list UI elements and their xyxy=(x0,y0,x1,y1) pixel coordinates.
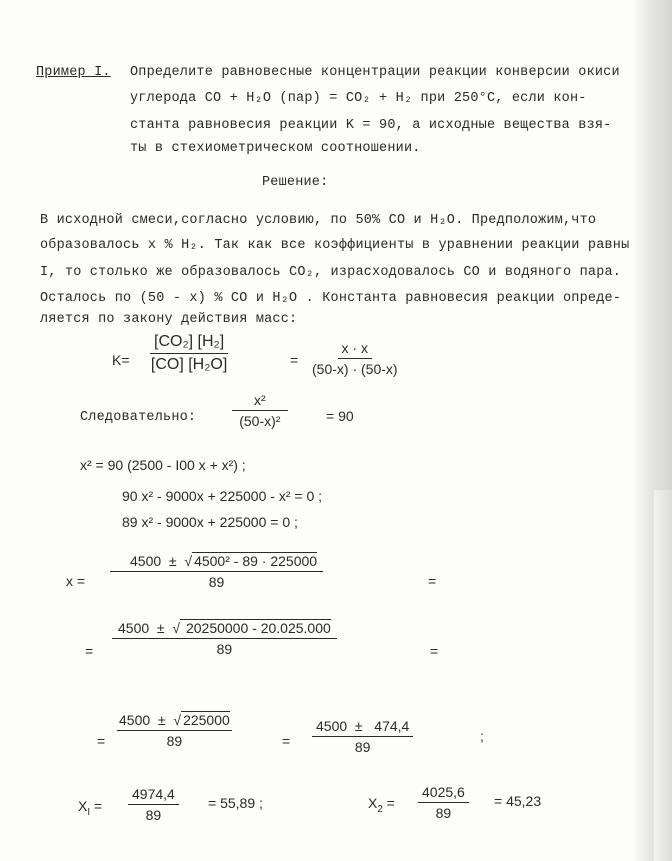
quad-denominator-2: 89 xyxy=(216,641,233,657)
page-edge-shadow-lower xyxy=(654,490,672,861)
ratio-numerator: x² xyxy=(232,392,288,411)
x2-numerator: 4025,6 xyxy=(418,784,469,803)
x2-denominator: 89 xyxy=(435,805,452,821)
rhs-numerator: x · x xyxy=(338,340,372,359)
equation-line-2: 90 x² - 9000x + 225000 - x² = 0 ; xyxy=(122,488,323,504)
quad-fraction-3 xyxy=(117,712,232,749)
quad-denominator-4: 89 xyxy=(354,739,371,755)
quad-fraction-1 xyxy=(110,553,323,590)
solution-line-2: образовалось x % H₂. Так как все коэффициенты в уравнении реакции равны xyxy=(40,238,630,253)
ratio-fraction xyxy=(232,392,288,429)
x2-subscript: 2 xyxy=(377,804,383,815)
equals-sign-2: = xyxy=(428,573,437,589)
equals-sign-6: = xyxy=(282,733,291,749)
problem-line-4: ты в стехиометрическом соотношении. xyxy=(130,141,421,156)
x2-label: $X_2$ = xyxy=(368,795,395,815)
example-label: Пример I. xyxy=(36,65,111,80)
quad-denominator-1: 89 xyxy=(208,574,225,590)
solution-line-5: ляется по закону действия масс: xyxy=(40,312,298,327)
equation-line-3: 89 x² - 9000x + 225000 = 0 ; xyxy=(122,514,298,530)
quad-fraction-2 xyxy=(112,620,337,657)
k-numerator: [CO₂] [H₂] xyxy=(150,333,228,354)
therefore-label: Следовательно: xyxy=(80,410,197,425)
x2-fraction xyxy=(418,784,469,821)
solution-line-3: I, то столько же образовалось CO₂, израсходовалось CO и водяного пара. xyxy=(40,265,622,280)
ratio-value: = 90 xyxy=(326,408,354,424)
k-denominator: [CO] [H₂O] xyxy=(150,356,228,373)
x1-label: $X_I$ = xyxy=(78,798,103,818)
sqrt-radicand-1: 4500² - 89 · 225000 xyxy=(194,553,318,569)
ratio-denominator: (50-x)² xyxy=(239,413,281,429)
x1-fraction xyxy=(128,786,179,823)
quad-numerator-1: 4500 ± √ 4500² - 89 · 225000 xyxy=(110,553,323,572)
equals-sign-5: = xyxy=(97,733,106,749)
equals-sign-4: = xyxy=(430,643,439,659)
solution-heading: Решение: xyxy=(262,175,329,190)
problem-line-1: Определите равновесные концентрации реакции конверсии окиси xyxy=(130,65,620,80)
solution-line-4: Осталось по (50 - x) % CO и H₂O . Константа равновесия реакции опреде- xyxy=(40,291,622,306)
k-label: K= xyxy=(112,352,130,368)
sqrt-radicand-2: 20250000 - 20.025.000 xyxy=(182,620,331,636)
x1-denominator: 89 xyxy=(145,807,162,823)
semicolon: ; xyxy=(480,728,484,744)
rhs-denominator: (50-x) · (50-x) xyxy=(312,361,398,377)
equals-sign: = xyxy=(290,352,299,368)
equation-line-1: x² = 90 (2500 - I00 x + x²) ; xyxy=(80,457,246,473)
equals-sign-3: = xyxy=(85,643,94,659)
quad-denominator-3: 89 xyxy=(166,733,183,749)
solution-line-1: В исходной смеси,согласно условию, по 50% CO и H₂O. Предположим,что xyxy=(40,213,597,228)
sqrt-radicand-3: 225000 xyxy=(183,712,230,728)
k-fraction xyxy=(150,333,228,374)
quad-numerator-2: 4500 ± √ 20250000 - 20.025.000 xyxy=(112,620,337,639)
x-label: x = xyxy=(66,573,86,589)
problem-line-3: станта равновесия реакции K = 90, а исходные вещества взя- xyxy=(130,118,612,133)
x1-value: = 55,89 ; xyxy=(208,795,263,811)
rhs-fraction xyxy=(312,340,398,377)
quad-numerator-3: 4500 ± √ 225000 xyxy=(117,712,232,731)
quad-fraction-4 xyxy=(312,718,413,755)
problem-line-2: углерода CO + H₂O (пар) = CO₂ + H₂ при 250°C, если кон- xyxy=(130,91,587,106)
x1-subscript: I xyxy=(87,807,91,818)
x1-numerator: 4974,4 xyxy=(128,786,179,805)
quad-numerator-4: 4500 ± 474,4 xyxy=(312,718,413,737)
x2-value: = 45,23 xyxy=(494,793,542,809)
